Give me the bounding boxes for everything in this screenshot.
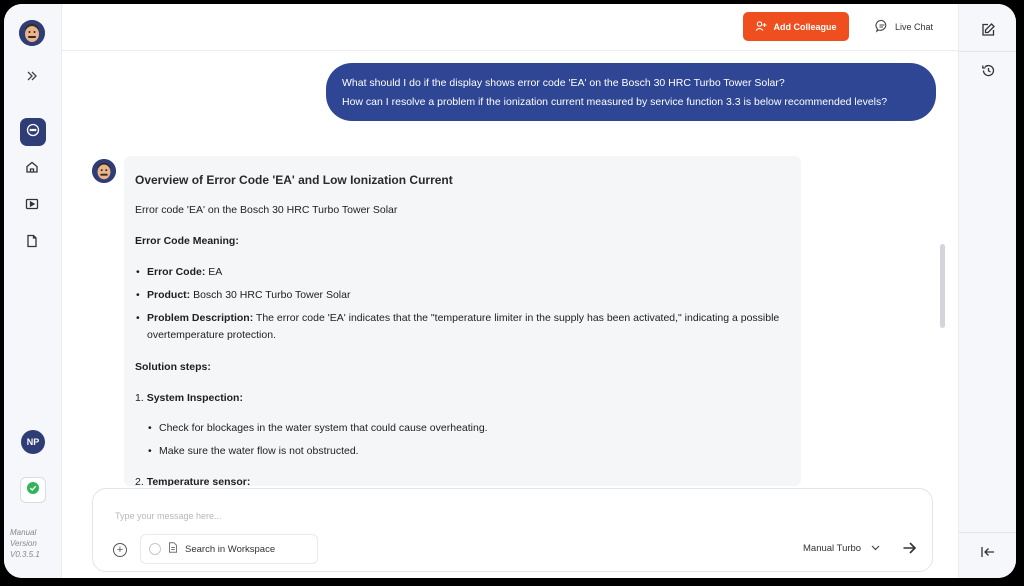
step-number: 1.: [135, 392, 144, 404]
right-sidebar: [958, 4, 1016, 578]
user-message-bubble: [326, 63, 936, 121]
user-message-line: How can I resolve a problem if the ionization current measured by service function 3.3 is below recommended levels?: [342, 96, 888, 108]
model-label: Manual Turbo: [803, 543, 862, 554]
document-icon: [25, 234, 39, 253]
message-input[interactable]: [115, 511, 715, 521]
list-item: [135, 287, 789, 304]
chat-bubble-icon: [26, 123, 40, 142]
workspace-radio[interactable]: [149, 543, 161, 555]
live-chat-label: Live Chat: [894, 21, 934, 32]
version-number: V0.3.5.1: [10, 550, 40, 559]
app-window: [4, 4, 1016, 578]
chevrons-right-icon[interactable]: [20, 64, 44, 88]
sidebar-item-video[interactable]: [20, 194, 44, 218]
home-icon: [25, 160, 39, 179]
assistant-response: [124, 156, 801, 486]
chat-bubble-icon: [875, 19, 889, 35]
step-number: 2.: [135, 476, 144, 486]
sidebar-item-documents[interactable]: [20, 231, 44, 255]
top-bar: [62, 4, 958, 51]
workspace-label: Search in Workspace: [185, 543, 276, 555]
list-item: • Check for blockages in the water system that could cause overheating.: [147, 420, 789, 437]
step-heading: [135, 474, 789, 486]
scrollbar-thumb[interactable]: [940, 244, 945, 328]
add-colleague-label: Add Colleague: [773, 21, 837, 32]
step-list: [135, 420, 789, 460]
version-line: Version: [10, 539, 37, 548]
version-label: [10, 527, 56, 560]
divider: [959, 532, 1016, 533]
app-logo-avatar[interactable]: [19, 20, 45, 46]
search-workspace-toggle[interactable]: [140, 534, 318, 564]
item-label: Error Code:: [147, 266, 206, 278]
plus-circle-icon[interactable]: +: [113, 543, 127, 557]
message-composer: [92, 488, 933, 572]
arrow-right-icon: [902, 541, 917, 560]
user-avatar[interactable]: NP: [21, 430, 45, 454]
response-intro: Error code 'EA' on the Bosch 30 HRC Turbo Tower Solar: [135, 204, 398, 216]
model-dropdown[interactable]: [803, 543, 880, 554]
chevron-down-icon: [871, 543, 880, 554]
check-circle-icon: [26, 481, 40, 500]
item-text: EA: [205, 266, 223, 278]
list-item: • Make sure the water flow is not obstructed.: [147, 443, 789, 460]
list-item: [135, 264, 789, 281]
step-label: Temperature sensor:: [146, 476, 251, 486]
item-label: Problem Description:: [147, 312, 254, 324]
meaning-heading: Error Code Meaning:: [135, 235, 239, 247]
item-text: Bosch 30 HRC Turbo Tower Solar: [190, 289, 351, 301]
status-check[interactable]: [20, 477, 46, 503]
section-heading: [135, 233, 789, 249]
sidebar-item-chat[interactable]: [20, 118, 46, 146]
item-text: The error code 'EA' indicates that the "temperature limiter in the supply has been activated," indicating a possible overtemperature protection.: [147, 312, 780, 341]
add-user-icon: [755, 20, 767, 34]
add-colleague-button[interactable]: [743, 12, 849, 41]
live-chat-button[interactable]: [868, 12, 940, 41]
list-item: [135, 310, 789, 344]
history-icon[interactable]: [976, 58, 1000, 82]
section-heading: [135, 359, 789, 375]
step-label: System Inspection:: [146, 392, 243, 404]
sidebar-item-home[interactable]: [20, 157, 44, 181]
play-icon: [25, 197, 39, 216]
assistant-avatar: [92, 159, 116, 183]
response-title: Overview of Error Code 'EA' and Low Ionization Current: [135, 173, 453, 187]
user-message-line: What should I do if the display shows error code 'EA' on the Bosch 30 HRC Turbo Tower Solar?: [342, 77, 785, 89]
step-heading: [135, 390, 789, 406]
item-label: Product:: [147, 289, 191, 301]
version-line: Manual: [10, 528, 37, 537]
collapse-arrow-icon[interactable]: [976, 540, 1000, 564]
divider: [959, 51, 1016, 52]
edit-icon[interactable]: [976, 18, 1000, 42]
solution-heading: Solution steps:: [135, 361, 211, 373]
left-sidebar: [4, 4, 62, 578]
send-button[interactable]: [897, 538, 921, 562]
document-icon: [168, 542, 178, 556]
meaning-list: [135, 264, 789, 344]
